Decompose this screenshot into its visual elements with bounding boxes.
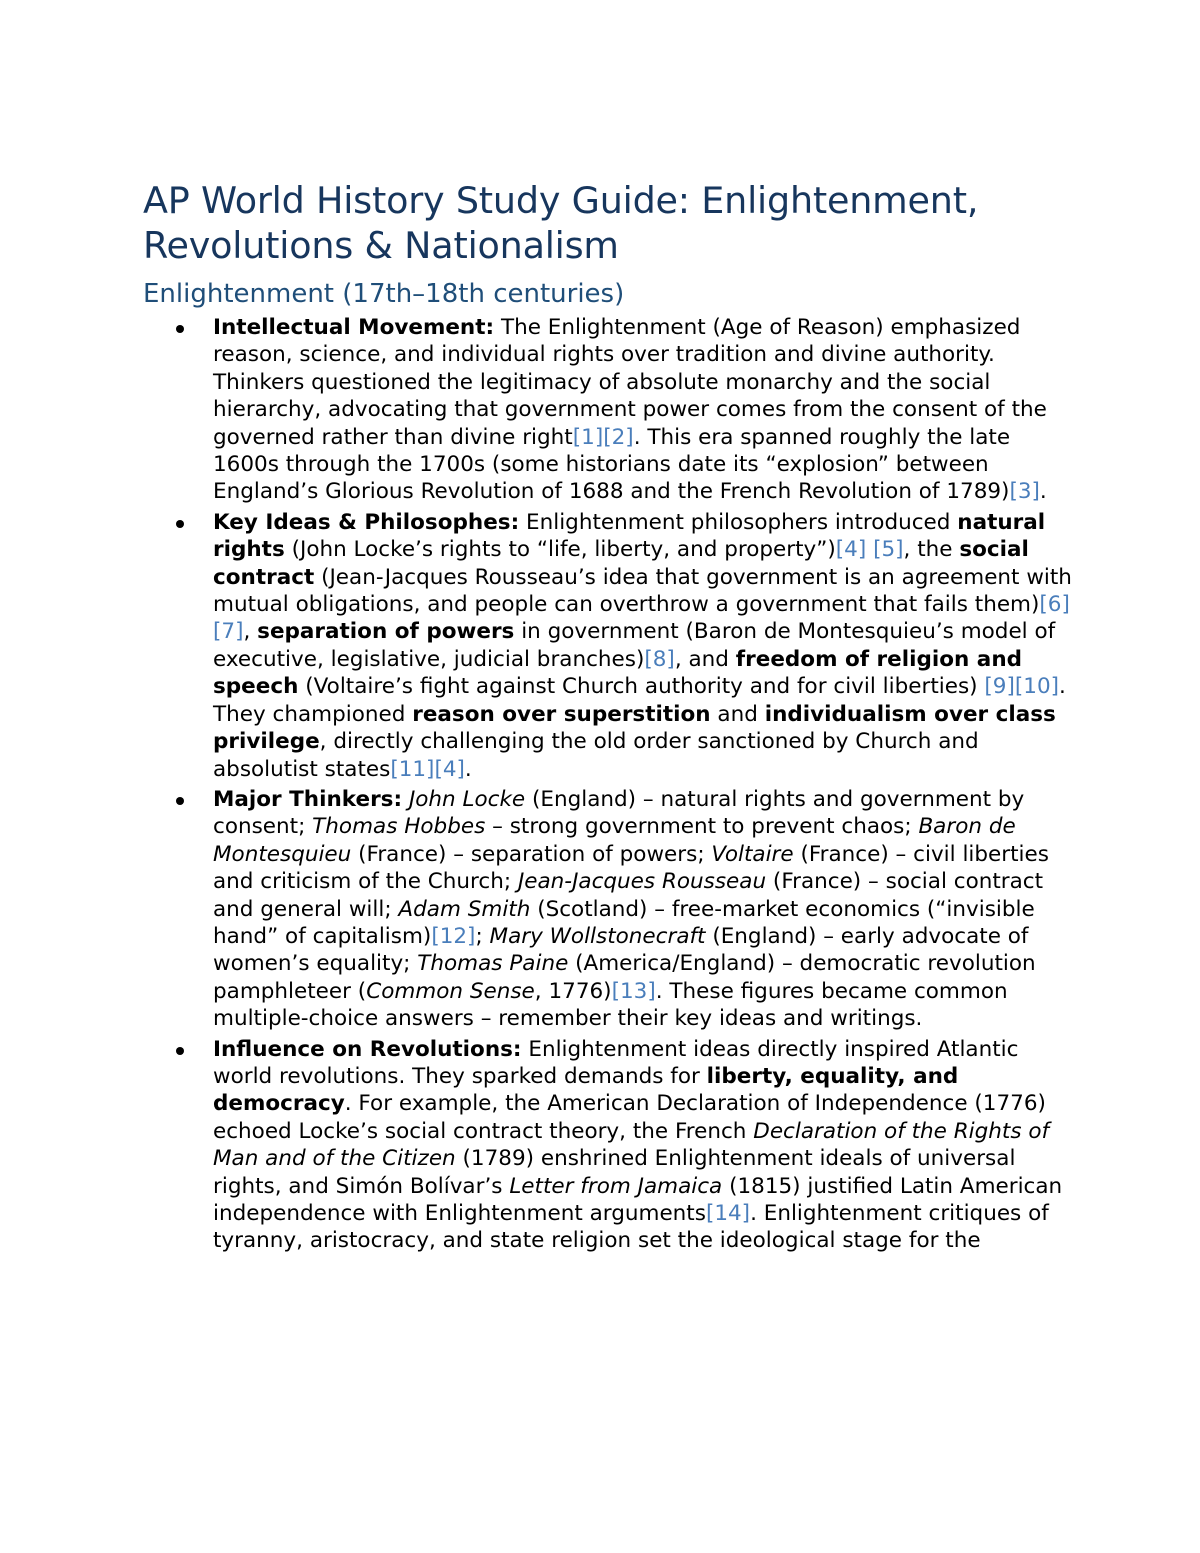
text: (France) – social contract and general will; <box>213 869 1044 922</box>
text: Enlightenment ideas directly inspired Atlantic world revolutions. They sparked demands for <box>213 1036 1019 1089</box>
document-body <box>143 178 1078 1258</box>
citation-link[interactable]: [8] <box>644 646 675 672</box>
citation-link[interactable]: [3] <box>1009 479 1040 505</box>
text: (France) – separation of powers; <box>351 841 712 867</box>
italic-name: Common Sense <box>366 978 535 1004</box>
text: . For example, the American Declaration of Independence (1776) echoed Locke’s social contract theory, the French <box>213 1091 1046 1144</box>
italic-name: Thomas Hobbes <box>312 814 486 840</box>
text: . <box>464 756 472 782</box>
citation-link[interactable]: [9] <box>984 674 1015 700</box>
bullet-label: Key Ideas & Philosophes: <box>213 509 520 535</box>
bullet-label: Major Thinkers: <box>213 786 403 812</box>
text: (Voltaire’s fight against Church authority and for civil liberties) <box>298 674 978 700</box>
bold-term: reason over superstition <box>412 701 711 727</box>
text: ; <box>475 923 490 949</box>
bold-term: individualism over class privilege <box>213 701 1056 755</box>
text: , directly challenging the old order sanctioned by Church and absolutist states <box>213 729 979 782</box>
text: Enlightenment philosophers introduced <box>519 509 958 535</box>
bullet-dot-icon <box>176 1047 184 1055</box>
text: . <box>1039 479 1047 505</box>
text: (1815) justified Latin American independence with Enlightenment arguments <box>213 1173 1063 1226</box>
citation-link[interactable]: [1] <box>572 424 604 450</box>
bold-term: separation of powers <box>257 619 515 645</box>
citation-link[interactable]: [10] <box>1014 674 1060 700</box>
list-item-intellectual-movement <box>213 314 1078 506</box>
text: , the <box>903 537 960 563</box>
italic-title: Declaration of the Rights of Man and of the Citizen <box>213 1118 1050 1172</box>
text: The Enlightenment (Age of Reason) emphasized reason, science, and individual rights over tradition and divine authority. Thinkers questioned the legitimacy of absolute monarchy and the social hierarchy, advocating that government power comes from the consent of the governed rather than divine right <box>213 315 1047 450</box>
text: in government (Baron de Montesquieu’s model of executive, legislative, judicial branches) <box>213 619 1056 672</box>
text: (England) – natural rights and government by consent; <box>213 786 1025 840</box>
page-title: AP World History Study Guide: Enlightenment, Revolutions & Nationalism <box>143 179 979 267</box>
bold-term: liberty, equality, and democracy <box>213 1063 959 1117</box>
italic-name: Voltaire <box>711 841 794 867</box>
italic-name: Baron de Montesquieu <box>213 814 1016 867</box>
bullet-dot-icon <box>176 797 184 805</box>
text: (Jean-Jacques Rousseau’s idea that government is an agreement with mutual obligations, and people can overthrow a government that fails them) <box>213 564 1072 618</box>
citation-link[interactable]: [7] <box>213 619 244 645</box>
list-item-key-ideas <box>213 509 1078 783</box>
citation-link[interactable]: [5] <box>873 537 904 563</box>
text: (Scotland) – free-market economics (“invisible hand” of capitalism) <box>213 896 1035 949</box>
bullet-dot-icon <box>176 325 184 333</box>
bullet-label: Influence on Revolutions: <box>213 1036 522 1062</box>
bold-term: social contract <box>213 537 1029 590</box>
text: (England) – early advocate of women’s equality; <box>213 923 1029 977</box>
bullet-dot-icon <box>176 520 184 528</box>
citation-link[interactable]: [11] <box>390 756 435 782</box>
citation-link[interactable]: [4] <box>835 537 867 563</box>
text: and <box>710 701 765 727</box>
bold-term: natural rights <box>213 509 1046 563</box>
text: (John Locke’s rights to “life, liberty, and property”) <box>284 537 836 563</box>
citation-link[interactable]: [13] <box>611 978 656 1004</box>
italic-name: Adam Smith <box>398 896 531 922</box>
text: . Enlightenment critiques of tyranny, aristocracy, and state religion set the ideological stage for the <box>213 1201 1049 1254</box>
italic-name: Mary Wollstonecraft <box>489 923 706 949</box>
section-heading: Enlightenment (17th–18th centuries) <box>143 279 625 309</box>
italic-name: Jean-Jacques Rousseau <box>517 869 767 895</box>
text: , <box>243 619 258 645</box>
citation-link[interactable]: [4] <box>434 756 465 782</box>
list-item-major-thinkers <box>213 786 1078 1033</box>
text: , 1776) <box>534 978 612 1004</box>
italic-title: Letter from Jamaica <box>509 1173 723 1199</box>
text: (1789) enshrined Enlightenment ideals of universal rights, and Simón Bolívar’s <box>213 1146 1016 1199</box>
citation-link[interactable]: [6] <box>1039 592 1070 618</box>
list-item-influence-on-revolutions <box>213 1036 1078 1255</box>
text: . They championed <box>213 674 1066 727</box>
text <box>402 787 409 812</box>
bold-term: freedom of religion and speech <box>213 646 1023 700</box>
text: (America/England) – democratic revolution pamphleteer ( <box>213 951 1036 1004</box>
citation-link[interactable]: [12] <box>431 923 476 949</box>
italic-name: Thomas Paine <box>417 951 569 977</box>
text: . These figures became common multiple-choice answers – remember their key ideas and writings. <box>213 978 1008 1032</box>
italic-name: John Locke <box>408 786 526 812</box>
text: – strong government to prevent chaos; <box>485 814 919 840</box>
text: . This era spanned roughly the late 1600s through the 1700s (some historians date its “explosion” between England’s Glorious Revolution of 1688 and the French Revolution of 1789) <box>213 424 1011 505</box>
citation-link[interactable]: [14] <box>705 1201 751 1226</box>
text: (France) – civil liberties and criticism of the Church; <box>213 841 1049 895</box>
text: , and <box>674 646 736 672</box>
citation-link[interactable]: [2] <box>603 424 634 450</box>
bullet-label: Intellectual Movement: <box>213 315 495 340</box>
bullet-list <box>143 314 1078 1255</box>
